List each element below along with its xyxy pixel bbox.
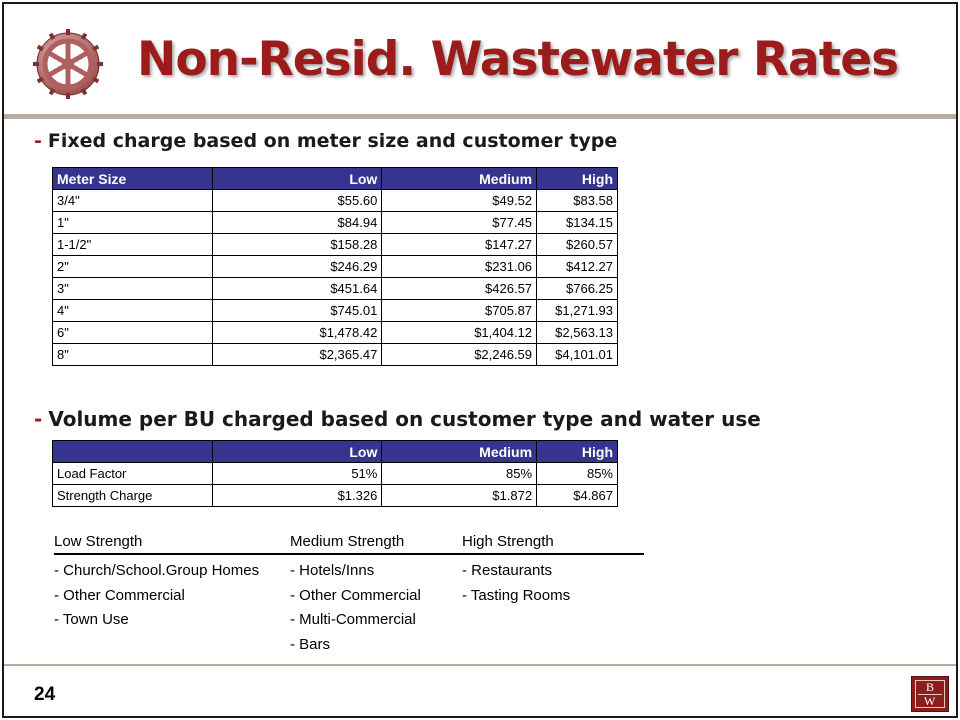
header-cell: Medium — [382, 168, 537, 190]
cell: $2,246.59 — [382, 344, 537, 366]
bullet-text: Volume per BU charged based on customer type and water use — [48, 407, 761, 431]
cell: $134.15 — [537, 212, 618, 234]
volume-charge-table — [52, 440, 618, 507]
cell: Load Factor — [53, 463, 213, 485]
table-row — [53, 234, 618, 256]
cell: 51% — [212, 463, 382, 485]
table-row — [53, 278, 618, 300]
logo-letter-bottom: W — [924, 694, 936, 708]
list-item: - Multi-Commercial — [290, 611, 416, 628]
cell: $1.326 — [212, 485, 382, 507]
cell: 1-1/2" — [53, 234, 213, 256]
list-item: - Bars — [290, 635, 331, 653]
header-cell: High — [537, 168, 618, 190]
cell: $745.01 — [212, 300, 382, 322]
cell: $83.58 — [537, 190, 618, 212]
cell: 2" — [53, 256, 213, 278]
cell: 4" — [53, 300, 213, 322]
column-header: Medium Strength — [290, 533, 405, 550]
cell: $4,101.01 — [537, 344, 618, 366]
table-row — [53, 190, 618, 212]
header-cell: Low — [212, 168, 382, 190]
cell: $1.872 — [382, 485, 537, 507]
cell: $1,404.12 — [382, 322, 537, 344]
cell: $49.52 — [382, 190, 537, 212]
cell: $426.57 — [382, 278, 537, 300]
header-cell: High — [537, 441, 618, 463]
column-header: High Strength — [462, 533, 554, 550]
bullet-dash: - — [34, 130, 42, 152]
table-row — [53, 322, 618, 344]
list-item: - Restaurants — [462, 562, 553, 579]
table-row — [53, 300, 618, 322]
header-cell: Medium — [382, 441, 537, 463]
header-cell — [53, 441, 213, 463]
cell: $766.25 — [537, 278, 618, 300]
cell: 6" — [53, 322, 213, 344]
cell: 8" — [53, 344, 213, 366]
bullet-text: Fixed charge based on meter size and customer type — [47, 130, 618, 152]
cell: $77.45 — [382, 212, 537, 234]
gear-wheel-icon — [32, 28, 104, 100]
list-item: - Tasting Rooms — [462, 586, 571, 604]
cell: $2,563.13 — [537, 322, 618, 344]
table-row — [53, 256, 618, 278]
cell: 85% — [382, 463, 537, 485]
cell: $147.27 — [382, 234, 537, 256]
strength-categories — [54, 531, 644, 657]
cell: $4.867 — [537, 485, 618, 507]
table-header-row — [53, 168, 618, 190]
cell: 85% — [537, 463, 618, 485]
slide-title: Non-Resid. Wastewater Rates — [137, 32, 899, 87]
medium-strength-column — [290, 531, 462, 657]
footer-divider — [4, 664, 956, 666]
cell: $705.87 — [382, 300, 537, 322]
table-row — [53, 212, 618, 234]
cell: $260.57 — [537, 234, 618, 256]
bullet-dash: - — [34, 407, 43, 431]
column-header: Low Strength — [54, 533, 143, 550]
list-item: - Other Commercial — [290, 586, 421, 604]
cell: $231.06 — [382, 256, 537, 278]
strength-header-rule — [54, 553, 644, 555]
cell: $55.60 — [212, 190, 382, 212]
table-row — [53, 463, 618, 485]
cell: $84.94 — [212, 212, 382, 234]
cell: $1,271.93 — [537, 300, 618, 322]
page-number: 24 — [34, 684, 56, 705]
logo-letter-top: B — [926, 680, 935, 694]
cell: Strength Charge — [53, 485, 213, 507]
header-cell: Meter Size — [53, 168, 213, 190]
list-item: - Town Use — [54, 611, 129, 628]
table-row — [53, 344, 618, 366]
cell: 1" — [53, 212, 213, 234]
cell: 3/4" — [53, 190, 213, 212]
cell: $451.64 — [212, 278, 382, 300]
list-item: - Hotels/Inns — [290, 562, 375, 579]
fixed-charge-table — [52, 167, 618, 366]
bullet-fixed-charge — [34, 130, 617, 152]
low-strength-column — [54, 531, 290, 657]
list-item: - Church/School.Group Homes — [54, 562, 260, 579]
cell: $412.27 — [537, 256, 618, 278]
cell: $158.28 — [212, 234, 382, 256]
cell: $246.29 — [212, 256, 382, 278]
cell: $2,365.47 — [212, 344, 382, 366]
title-divider — [4, 114, 956, 119]
cell: 3" — [53, 278, 213, 300]
company-logo — [911, 676, 949, 712]
bullet-volume-charge — [34, 407, 761, 431]
list-item: - Other Commercial — [54, 586, 185, 604]
slide-frame — [2, 2, 958, 718]
cell: $1,478.42 — [212, 322, 382, 344]
table-header-row — [53, 441, 618, 463]
header-cell: Low — [212, 441, 382, 463]
table-row — [53, 485, 618, 507]
high-strength-column — [462, 531, 644, 657]
